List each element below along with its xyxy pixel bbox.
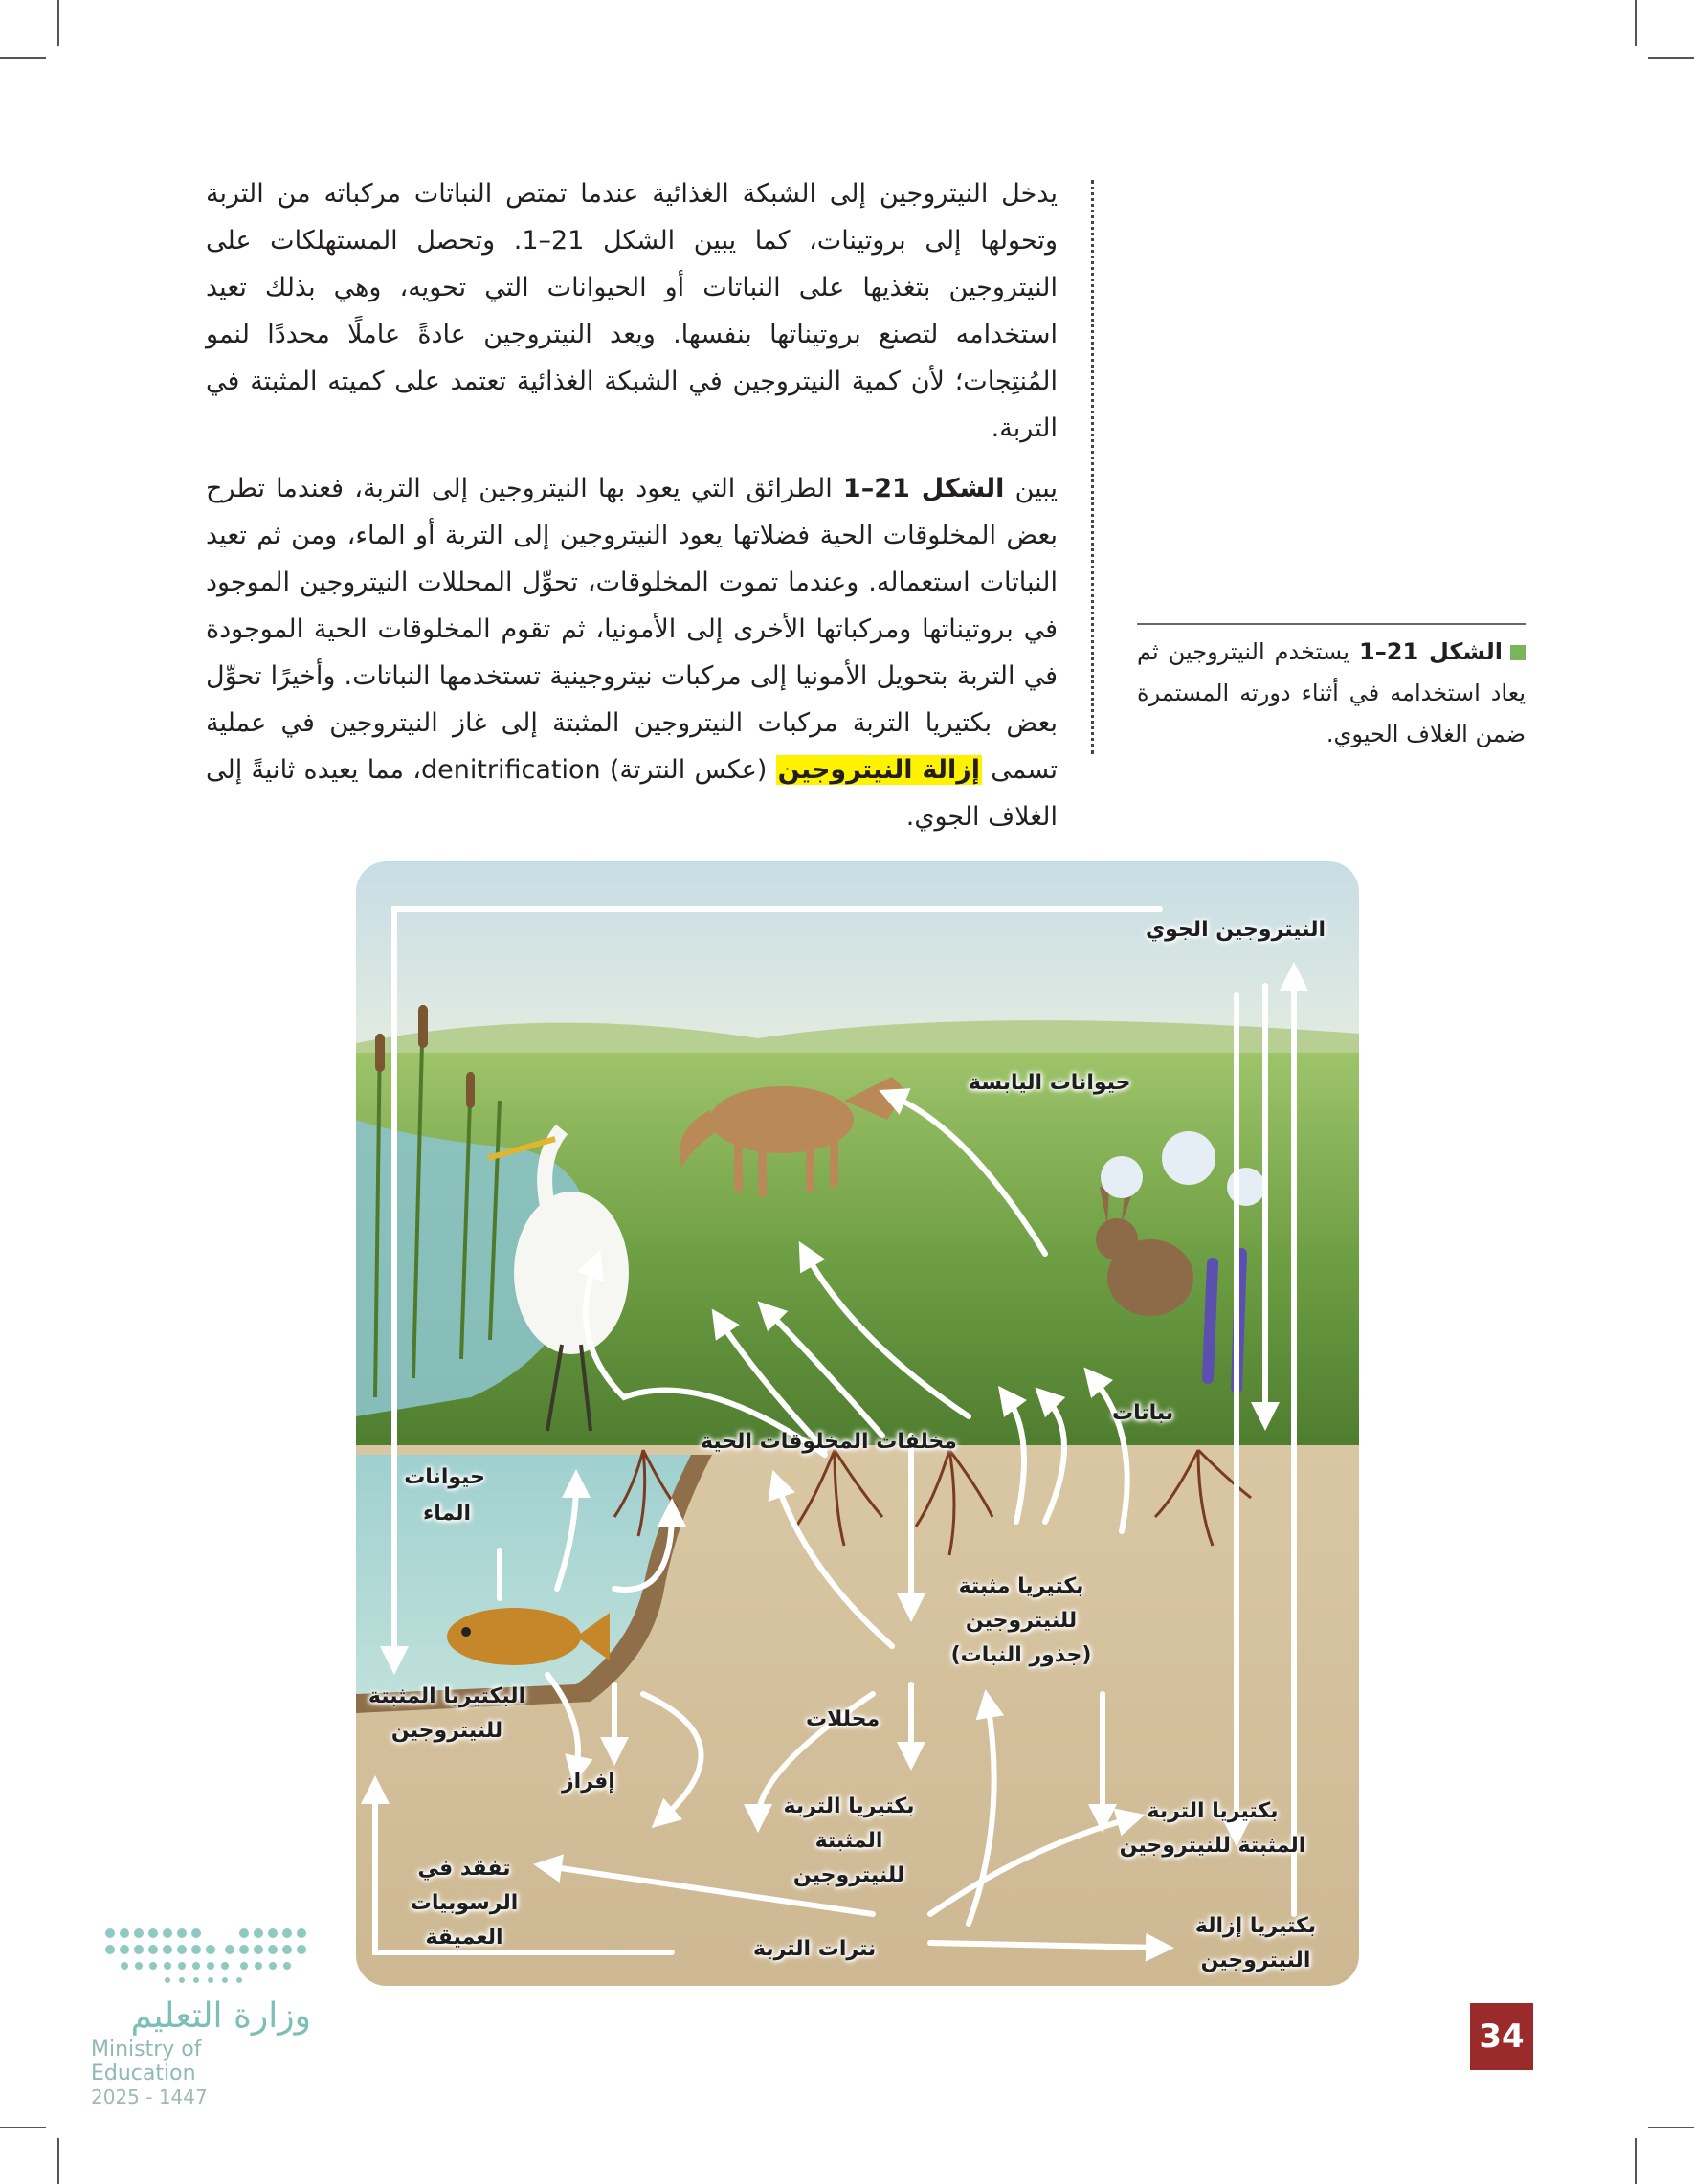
label-denitrifying-bacteria	[1179, 1909, 1332, 1978]
label-lost-sediments-text: تفقد في الرسوبيات العميقة	[410, 1857, 519, 1950]
figure-ref: الشكل 21–1	[842, 474, 1005, 503]
crop-mark	[1635, 2138, 1637, 2184]
paragraph-1: يدخل النيتروجين إلى الشبكة الغذائية عندما تمتص النباتات مركباته من التربة وتحولها إلى بروتينات، كما يبين الشكل 21–1. وتحصل المستهلكات على النيتروجين بتغذيها على النباتات أو الحيوانات التي تحويه، وهي بذلك تعيد استخدامه لتصنع بروتيناتها بنفسها. ويعد النيتروجين عادةً عاملًا محددًا لنمو المُنتِجات؛ لأن كمية النيتروجين في الشبكة الغذائية تعتمد على كميته المثبتة في التربة.	[206, 179, 1058, 443]
label-plants: نباتات	[1112, 1401, 1174, 1425]
p2-start: يبين	[1014, 474, 1058, 503]
label-soil-fixing-bacteria-right-text: بكتيريا التربة المثبتة للنيتروجين	[1119, 1799, 1306, 1858]
label-water-animals-text: حيوانات الماء	[404, 1465, 485, 1526]
label-soil-nitrates: نترات التربة	[753, 1937, 877, 1961]
crop-mark	[57, 0, 59, 46]
p2-end: (عكس النترتة) denitrification، مما يعيده ثانيةً إلى الغلاف الجوي.	[206, 755, 1058, 832]
label-fixing-bacteria-water-text: البكتيريا المثبتة للنيتروجين	[368, 1684, 526, 1743]
crop-mark	[1635, 0, 1637, 46]
label-lost-sediments	[373, 1852, 555, 1955]
label-denitrifying-bacteria-text: بكتيريا إزالة النيتروجين	[1194, 1914, 1317, 1972]
caption-square-icon	[1510, 645, 1526, 660]
ministry-logo	[91, 1919, 311, 2108]
caption-rule	[1137, 623, 1526, 625]
crop-mark	[0, 2127, 46, 2128]
caption-label: الشكل 21–1	[1359, 638, 1503, 665]
paragraph-2	[206, 465, 1058, 840]
ministry-arabic: وزارة التعليم	[130, 1996, 311, 2036]
nitrogen-cycle-figure	[356, 861, 1359, 1986]
label-organism-waste: مخلفات المخلوقات الحية	[701, 1430, 957, 1454]
crop-mark	[1648, 57, 1694, 59]
label-soil-fixing-bacteria-center-text: بكتيريا التربة المثبتة للنيتروجين	[783, 1794, 915, 1887]
label-fixing-bacteria-roots	[940, 1570, 1103, 1673]
label-water-animals	[404, 1460, 485, 1532]
label-atmospheric-nitrogen: النيتروجين الجوي	[1146, 918, 1326, 942]
ministry-year: 2025 - 1447	[91, 2085, 208, 2108]
crop-mark	[1648, 2127, 1694, 2128]
figure-caption	[1137, 632, 1526, 755]
main-text	[206, 170, 1058, 854]
caption-text: يستخدم النيتروجين ثم يعاد استخدامه في أثناء دورته المستمرة ضمن الغلاف الحيوي.	[1137, 638, 1526, 747]
label-soil-fixing-bacteria-right	[1117, 1794, 1308, 1863]
ministry-dots-logo-icon	[91, 1919, 311, 1991]
label-decomposers: محللات	[806, 1707, 880, 1731]
label-fixing-bacteria-water	[356, 1680, 538, 1749]
label-land-animals: حيوانات اليابسة	[969, 1071, 1131, 1095]
ministry-english: Ministry of Education	[91, 2038, 202, 2085]
column-divider	[1091, 180, 1094, 754]
denitrification-term: إزالة النيتروجين	[777, 755, 981, 785]
crop-mark	[0, 57, 46, 59]
page-number: 34	[1470, 2003, 1533, 2070]
label-soil-fixing-bacteria-center	[758, 1790, 940, 1893]
p2-body: الطرائق التي يعود بها النيتروجين إلى التربة، فعندما تطرح بعض المخلوقات الحية فضلاتها يعود النيتروجين إلى التربة أو الماء، ومن ثم تعيد النباتات استعماله. وعندما تموت المخلوقات، تحوِّل المحللات النيتروجين الموجود في بروتيناتها ومركباتها الأخرى إلى الأمونيا، ثم تقوم المخلوقات الحية الموجودة في التربة بتحويل الأمونيا إلى مركبات نيتروجينية تستخدمها النباتات. وأخيرًا تحوِّل بعض بكتيريا التربة مركبات النيتروجين المثبتة إلى غاز النيتروجين في عملية تسمى	[206, 474, 1058, 785]
label-excretion: إفراز	[562, 1770, 615, 1794]
crop-mark	[57, 2138, 59, 2184]
label-fixing-bacteria-roots-text: بكتيريا مثبتة للنيتروجين (جذور النبات)	[950, 1574, 1092, 1667]
